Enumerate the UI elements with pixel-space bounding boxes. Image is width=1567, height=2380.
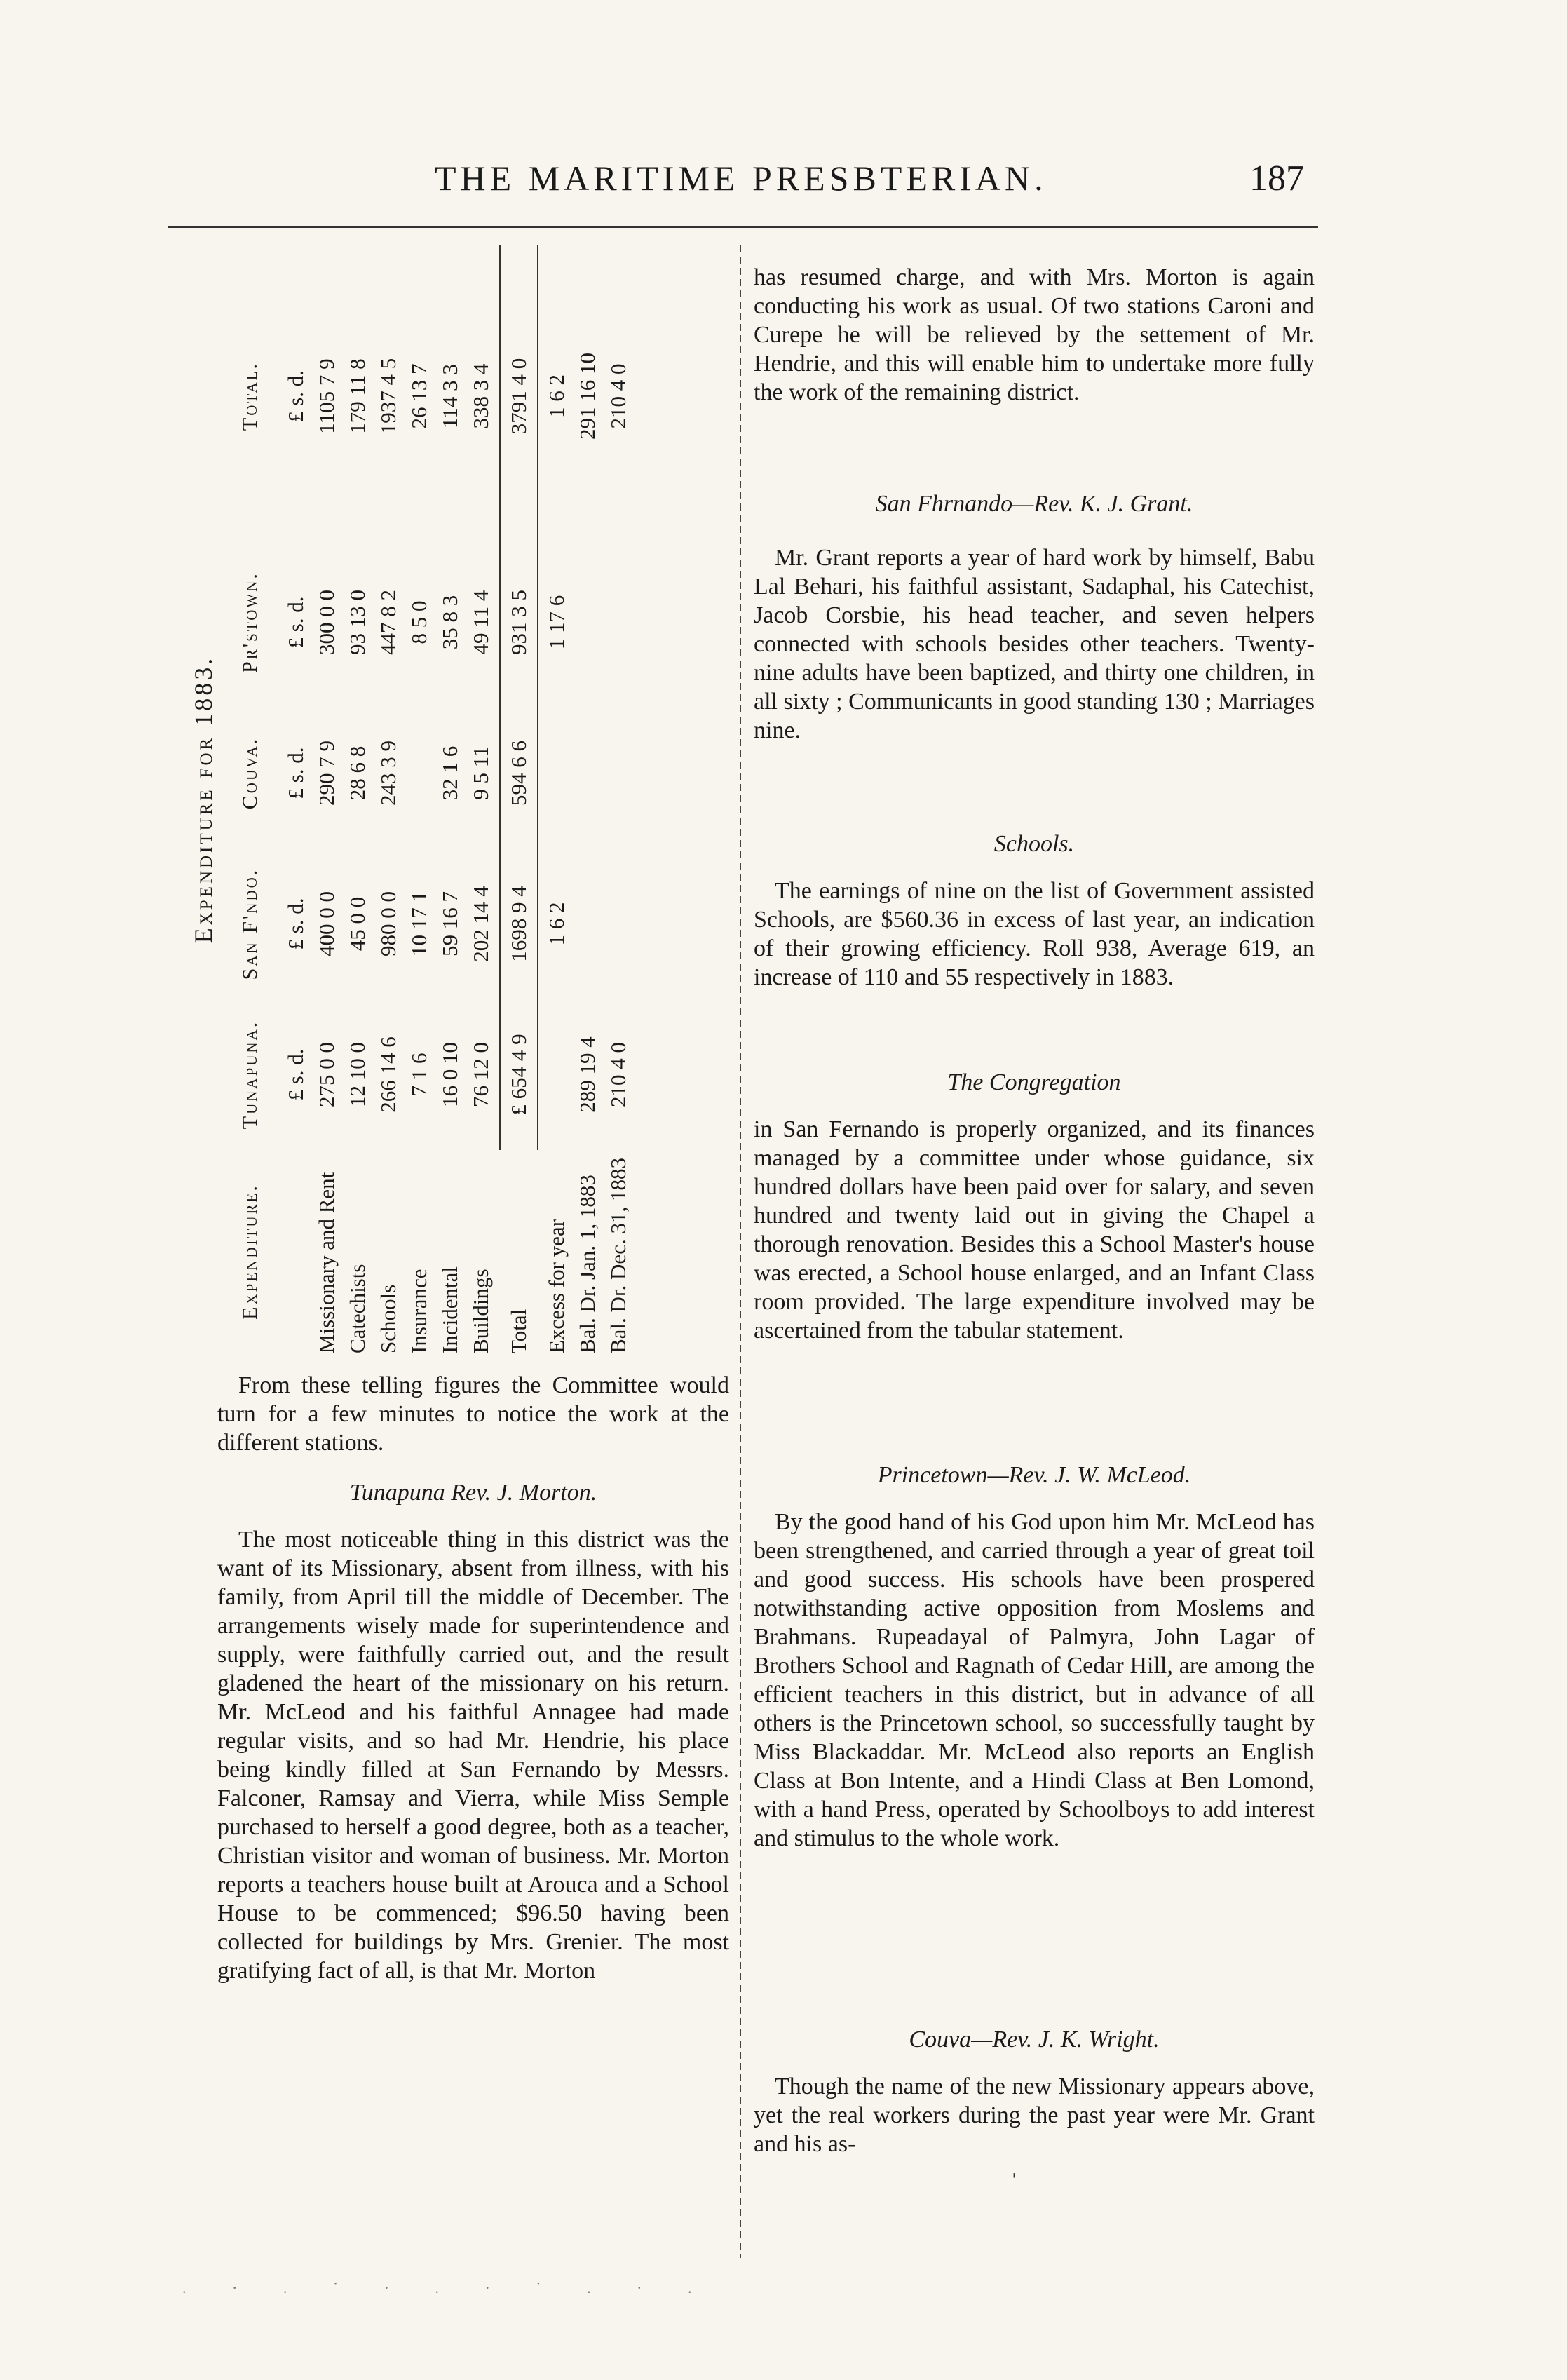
table-cell: 16 0 10 xyxy=(437,1042,463,1107)
table-rule xyxy=(537,245,538,1150)
continued-text: has resumed charge, and with Mrs. Morton is again conducting his work as usual. Of two stations Caroni and Curepe he will be relieved by the settement of Mr. Hendrie, and this will enable him to undertake more fully the work of the remaining district. xyxy=(754,264,1315,405)
section-heading-couva: Couva—Rev. J. K. Wright. xyxy=(909,2027,1160,2053)
row-label: Schools xyxy=(376,1284,401,1353)
unit-cell: £ s. d. xyxy=(283,898,308,950)
tunapuna-paragraph xyxy=(217,1525,729,1985)
table-cell: 400 0 0 xyxy=(314,891,339,956)
table-cell: 45 0 0 xyxy=(345,896,370,952)
unit-cell: £ s. d. xyxy=(283,370,308,423)
table-cell: 980 0 0 xyxy=(376,891,401,956)
table-cell: 10 17 1 xyxy=(407,891,432,956)
table-cell: 93 13 0 xyxy=(345,590,370,655)
san-fernando-paragraph xyxy=(754,543,1315,745)
couva-paragraph xyxy=(754,2072,1315,2158)
table-caption: Expenditure for 1883. xyxy=(189,655,217,944)
table-cell: 8 5 0 xyxy=(407,600,432,644)
table-cell: 210 4 0 xyxy=(606,363,631,429)
table-row xyxy=(373,245,404,1353)
table-cell: 594 6 6 xyxy=(506,741,531,806)
section-heading-tunapuna: Tunapuna Rev. J. Morton. xyxy=(349,1480,597,1506)
unit-cell: £ s. d. xyxy=(283,747,308,799)
table-cell: 9 5 11 xyxy=(468,746,494,800)
page-number: 187 xyxy=(1249,158,1304,198)
section-heading-schools: Schools. xyxy=(993,831,1075,857)
table-cell: 210 4 0 xyxy=(606,1042,631,1107)
row-label: Incidental xyxy=(437,1266,463,1353)
unit-cell: £ s. d. xyxy=(283,1048,308,1101)
col-head-san-fernando: San F'ndo. xyxy=(238,867,262,980)
row-label: Total xyxy=(506,1309,531,1353)
schools-text: The earnings of nine on the list of Government assisted Schools, are $560.36 in excess of last year, an indication of their growing efficiency. Roll 938, Average 619, an increase of 110 and 55 respectively in 1883. xyxy=(754,878,1315,990)
table-row xyxy=(342,245,373,1353)
table-cell: 266 14 6 xyxy=(376,1036,401,1113)
row-label: Excess for year xyxy=(544,1219,569,1353)
row-label: Insurance xyxy=(407,1269,432,1353)
table-cell: 1698 9 4 xyxy=(506,886,531,962)
table-row xyxy=(311,245,342,1353)
balance-row xyxy=(603,245,634,1353)
table-header-row xyxy=(238,245,273,1353)
table-cell: 49 11 4 xyxy=(468,590,494,655)
balance-row xyxy=(572,245,603,1353)
excess-row xyxy=(541,245,572,1353)
col-head-couva: Couva. xyxy=(238,736,262,810)
table-cell: 300 0 0 xyxy=(314,590,339,655)
intro-paragraph xyxy=(217,1371,729,1457)
table-rule xyxy=(499,245,501,1150)
section-heading-san-fernando: San Fhrnando—Rev. K. J. Grant. xyxy=(875,491,1193,517)
table-row xyxy=(404,245,435,1353)
col-head-princestown: Pr'stown. xyxy=(238,572,262,673)
total-row xyxy=(503,245,534,1353)
table-cell: 3791 4 0 xyxy=(506,358,531,435)
table-cell: £ 654 4 9 xyxy=(506,1034,531,1116)
table-row xyxy=(435,245,466,1353)
table-cell: 290 7 9 xyxy=(314,741,339,806)
row-label: Missionary and Rent xyxy=(314,1172,339,1353)
table-cell: 32 1 6 xyxy=(437,745,463,801)
table-cell: 59 16 7 xyxy=(437,891,463,956)
col-head-total: Total. xyxy=(238,361,262,431)
table-cell: 1 6 2 xyxy=(544,902,569,946)
table-cell: 289 19 4 xyxy=(575,1036,600,1113)
tunapuna-text: The most noticeable thing in this district was the want of its Missionary, absent from illness, with his family, from April till the middle of December. The arrangements wisely made for superintendence and supply, were faithfully carried out, and the result gladened the heart of the missionary on his return. Mr. McLeod and his faithful Annagee had made regular visits, and so had Mr. Hendrie, his place being kindly filled at San Fernando by Messrs. Falconer, Ramsay and Vierra, while Miss Semple purchased to herself a good degree, both as a teacher, Christian visitor and woman of business. Mr. Morton reports a teachers house built at Arouca and a School House to be commenced; $96.50 having been collected for buildings by Mrs. Grenier. The most gratifying fact of all, is that Mr. Morton xyxy=(217,1527,729,1984)
schools-paragraph xyxy=(754,877,1315,992)
table-cell: 179 11 8 xyxy=(345,358,370,434)
san-fernando-text: Mr. Grant reports a year of hard work by himself, Babu Lal Behari, his faithful assistant, Sadaphal, his Catechist, Jacob Corsbie, his head teacher, and seven helpers connected with schools besides other teachers. Twenty-nine adults have been baptized, and thirty one children, in all sixty ; Communicants in good standing 130 ; Marriages nine. xyxy=(754,545,1315,743)
row-label: Buildings xyxy=(468,1269,494,1353)
row-label: Bal. Dr. Dec. 31, 1883 xyxy=(606,1158,631,1353)
princetown-text: By the good hand of his God upon him Mr. McLeod has been strengthened, and carried through a year of great toil and good success. His schools have been prospered notwithstanding active opposition from Moslems and Brahmans. Rupeadayal of Palmyra, John Lagar of Brothers School and Ragnath of Cedar Hill, are among the efficient teachers in this district, but in advance of all others is the Princetown school, so successfully taught by Miss Blackaddar. Mr. McLeod also reports an English Class at Bon Intente, and a Hindi Class at Ben Lomond, with a hand Press, operated by Schoolboys to add interest and stimulus to the whole work. xyxy=(754,1509,1315,1851)
section-heading-princetown: Princetown—Rev. J. W. McLeod. xyxy=(877,1462,1191,1488)
table-cell: 114 3 3 xyxy=(437,364,463,428)
expenditure-table xyxy=(189,245,736,1353)
table-cell: 1105 7 9 xyxy=(314,358,339,434)
table-cell: 1 17 6 xyxy=(544,595,569,650)
table-cell: 1 6 2 xyxy=(544,374,569,418)
label-column-head: Expenditure. xyxy=(238,1184,262,1320)
table-cell: 275 0 0 xyxy=(314,1042,339,1107)
table-cell: 12 10 0 xyxy=(345,1042,370,1107)
ink-mark: ˈ xyxy=(1010,2168,1019,2199)
princetown-paragraph xyxy=(754,1508,1315,1853)
congregation-text: in San Fernando is properly organized, and its finances managed by a committee under whose guidance, six hundred dollars have been paid over for salary, and seven hundred and twenty laid out in giving the Chapel a thorough renovation. Besides this a School Master's house was erected, a School house enlarged, and an Infant Class room provided. The large expenditure involved may be ascertained from the tabular statement. xyxy=(754,1116,1315,1344)
table-row xyxy=(466,245,496,1353)
table-cell: 28 6 8 xyxy=(345,745,370,801)
page-specks: . · . ˙ · . · ˙ . · . xyxy=(182,2279,713,2297)
table-cell: 291 16 10 xyxy=(575,353,600,440)
row-label: Catechists xyxy=(345,1264,370,1353)
table-cell: 35 8 3 xyxy=(437,595,463,650)
header-rule xyxy=(168,226,1318,228)
couva-text: Though the name of the new Missionary appears above, yet the real workers during the past year were Mr. Grant and his as- xyxy=(754,2074,1315,2157)
congregation-paragraph xyxy=(754,1115,1315,1345)
table-cell: 202 14 4 xyxy=(468,886,494,962)
table-cell: 243 3 9 xyxy=(376,741,401,806)
col-head-tunapuna: Tunapuna. xyxy=(238,1020,262,1130)
page-header xyxy=(231,158,1304,207)
table-cell: 338 3 4 xyxy=(468,363,494,429)
table-cell: 447 8 2 xyxy=(376,590,401,655)
continued-paragraph xyxy=(754,263,1315,407)
table-cell: 26 13 7 xyxy=(407,363,432,429)
table-cell: 1937 4 5 xyxy=(376,358,401,435)
section-heading-congregation: The Congregation xyxy=(947,1069,1121,1095)
unit-row xyxy=(280,245,311,1353)
column-divider xyxy=(740,245,741,2258)
table-cell: 931 3 5 xyxy=(506,590,531,655)
table-cell: 76 12 0 xyxy=(468,1042,494,1107)
intro-text: From these telling figures the Committee would turn for a few minutes to notice the work at the different stations. xyxy=(217,1372,729,1456)
table-cell: 7 1 6 xyxy=(407,1053,432,1097)
unit-cell: £ s. d. xyxy=(283,596,308,649)
row-label: Bal. Dr. Jan. 1, 1883 xyxy=(575,1175,600,1353)
running-title: THE MARITIME PRESBTERIAN. xyxy=(435,158,1047,198)
